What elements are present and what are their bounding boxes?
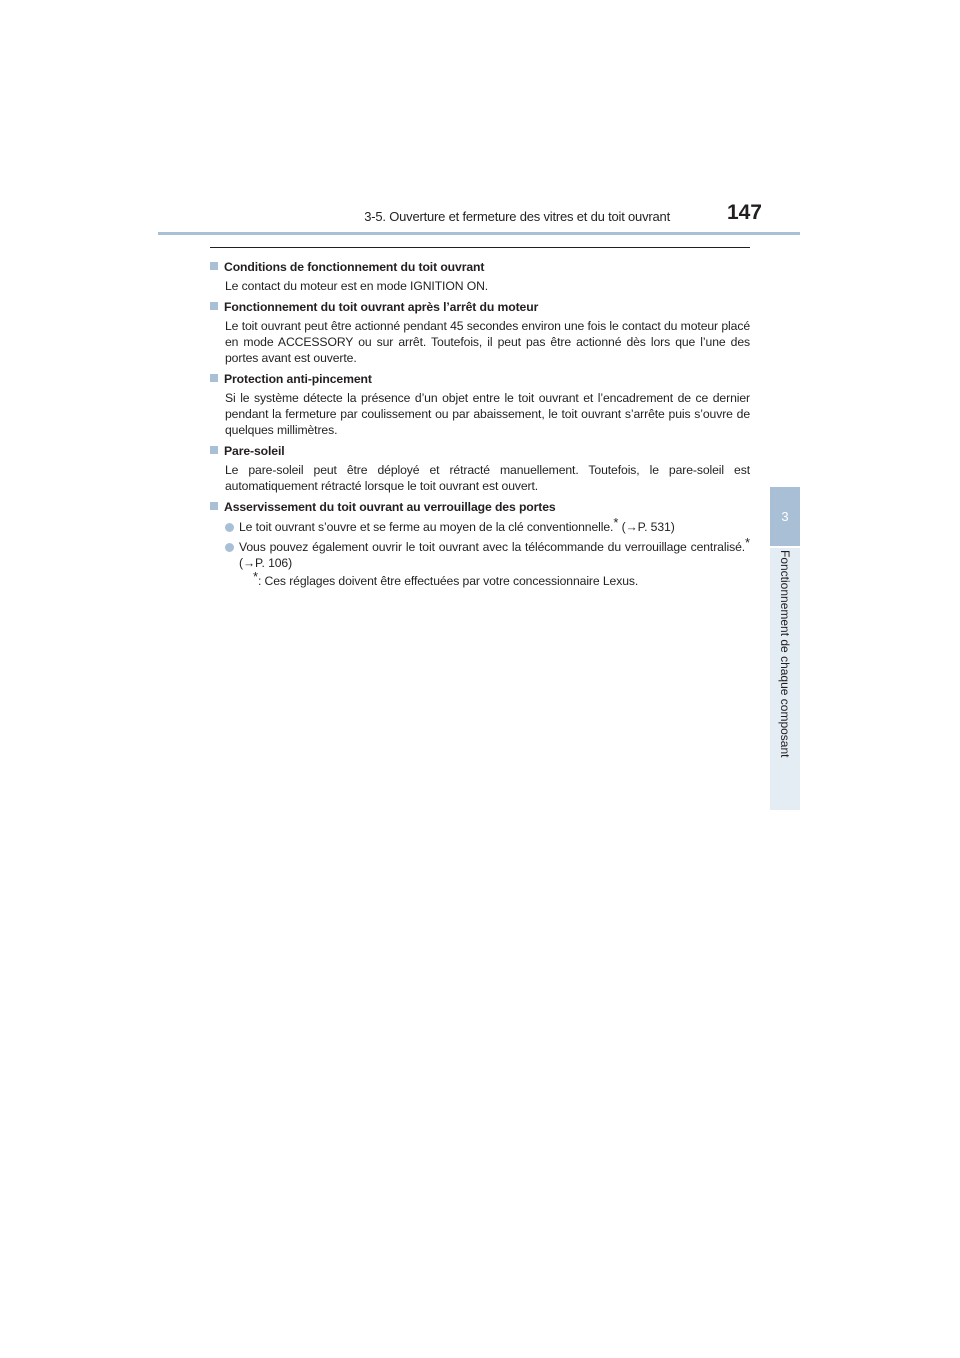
section-body: Le toit ouvrant peut être actionné pendant 45 secondes environ une fois le contact du moteur placé en mode ACCESSORY ou sur arrêt. Toutefois, il peut pas être actionné dès lors que l’une des portes avant est ouverte. (225, 319, 750, 365)
chapter-title: Fonctionnement de chaque composant (778, 550, 792, 758)
footnote-text: : Ces réglages doivent être effectuées par votre concessionnaire Lexus. (257, 574, 639, 588)
section-heading: Pare-soleil (224, 444, 285, 458)
page-number: 147 (726, 201, 762, 224)
section-body: Si le système détecte la présence d’un objet entre le toit ouvrant et l’encadrement de ce dernier pendant la fermeture par coulissement ou par abaissement, le toit ouvrant s’arrête puis s’ouvre de quelques millimètres. (225, 391, 750, 437)
section-anti-pinch (210, 371, 750, 438)
section-heading: Protection anti-pincement (224, 372, 372, 386)
section-heading: Conditions de fonctionnement du toit ouvrant (224, 260, 485, 274)
square-bullet-icon (210, 446, 218, 454)
chapter-number: 3 (781, 509, 789, 524)
square-bullet-icon (210, 262, 218, 270)
section-heading: Fonctionnement du toit ouvrant après l’arrêt du moteur (224, 300, 539, 314)
chapter-tab[interactable] (770, 487, 800, 546)
list-item (225, 515, 750, 535)
square-bullet-icon (210, 502, 218, 510)
list-item (225, 535, 750, 571)
section-body: Le contact du moteur est en mode IGNITION ON. (225, 279, 489, 293)
running-header-title: 3-5. Ouverture et fermeture des vitres et du toit ouvrant (364, 209, 670, 224)
asterisk: * (745, 535, 750, 550)
circle-bullet-icon (225, 523, 234, 532)
section-sunshade (210, 443, 750, 494)
page-reference-link[interactable]: (→P. 106) (239, 556, 293, 570)
bullet-text: Le toit ouvrant s’ouvre et se ferme au moyen de la clé conventionnelle. (239, 520, 614, 534)
page-reference-link[interactable]: (→P. 531) (621, 520, 675, 534)
footnote (225, 569, 750, 589)
section-heading: Asservissement du toit ouvrant au verrouillage des portes (224, 500, 556, 514)
header-rule (158, 232, 800, 235)
content-rule (210, 247, 750, 248)
page-content (210, 257, 750, 594)
section-operating-conditions (210, 259, 750, 294)
circle-bullet-icon (225, 543, 234, 552)
section-after-engine-stop (210, 299, 750, 366)
square-bullet-icon (210, 302, 218, 310)
square-bullet-icon (210, 374, 218, 382)
section-door-lock-link (210, 499, 750, 589)
section-body: Le pare-soleil peut être déployé et rétracté manuellement. Toutefois, le pare-soleil est automatiquement rétracté lorsque le toit ouvrant est ouvert. (225, 463, 750, 493)
asterisk: * (613, 515, 619, 530)
asterisk: * (253, 569, 258, 584)
bullet-text: Vous pouvez également ouvrir le toit ouvrant avec la télécommande du verrouillage centralisé. (239, 540, 746, 554)
